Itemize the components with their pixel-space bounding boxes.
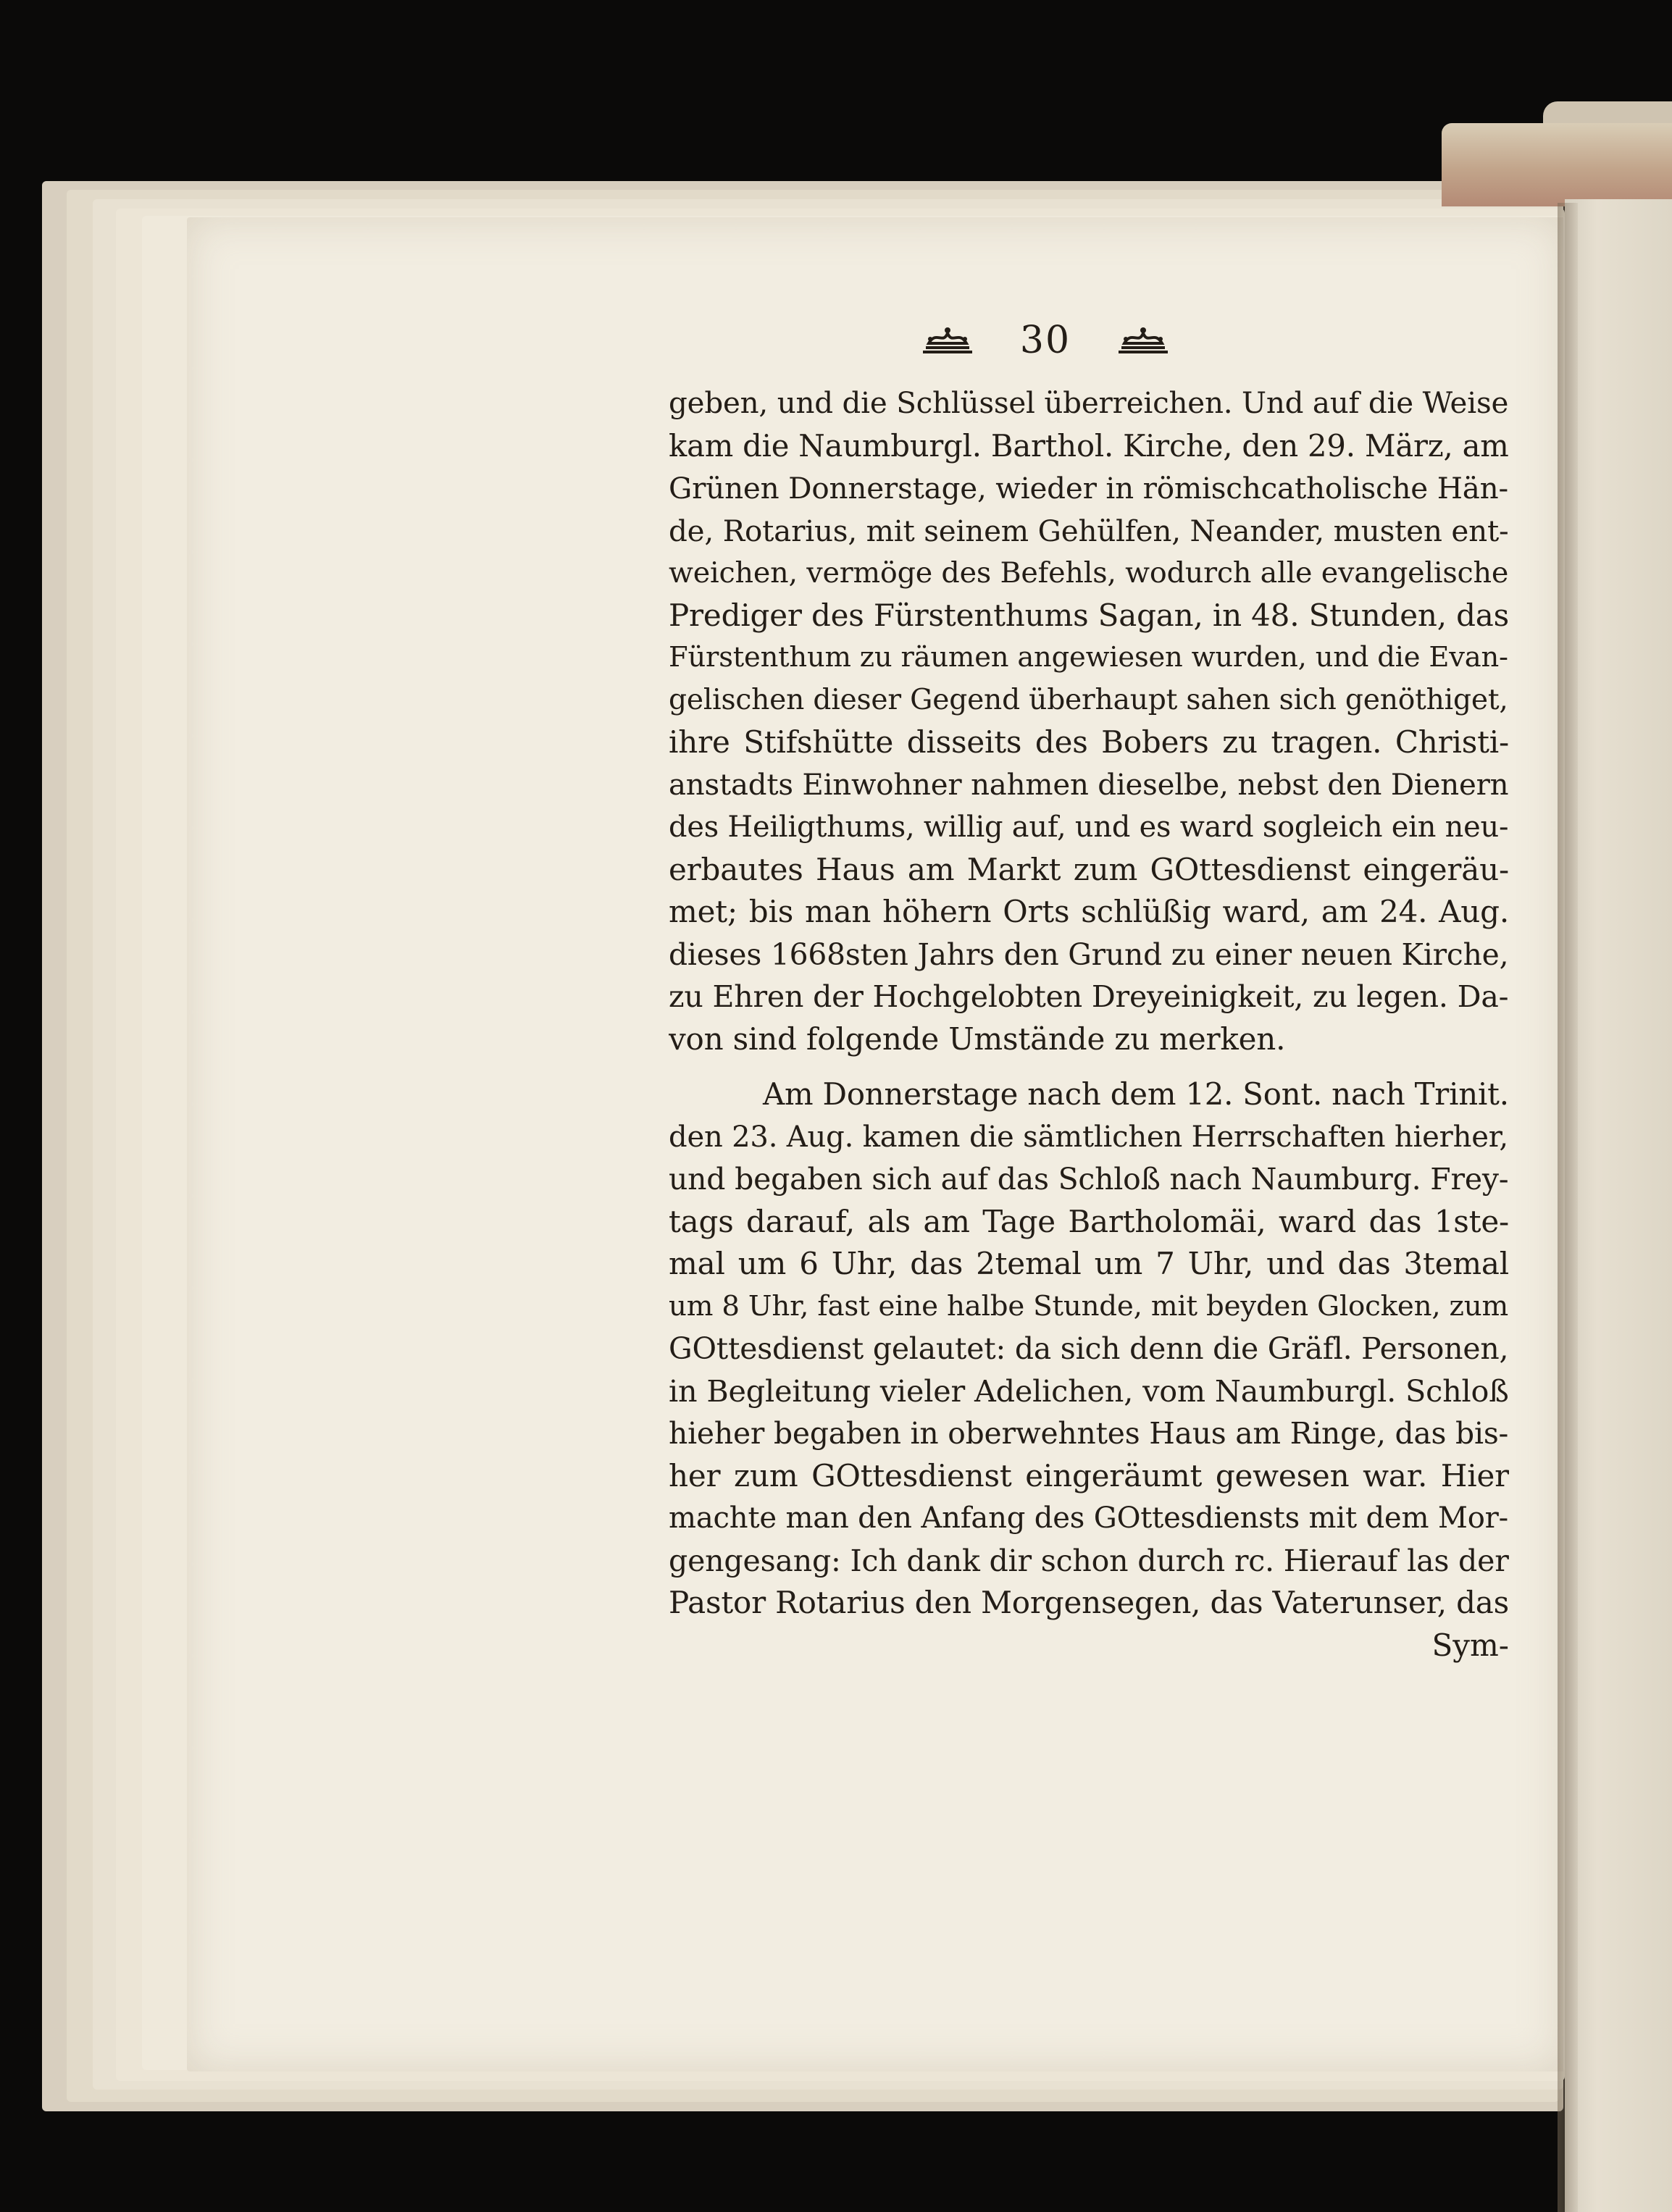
top-page-edges [1442,123,1672,206]
crown-ornament-icon [919,323,977,358]
catchword: Sym- [1431,1627,1509,1663]
text-line: anstadts Einwohner nahmen dieselbe, nebst den Dienern [669,768,1509,802]
text-line: zu Ehren der Hochgelobten Dreyeinigkeit, zu legen. Da- [669,979,1509,1014]
text-line: de, Rotarius, mit seinem Gehülfen, Neander, musten ent- [669,513,1509,548]
text-line: des Heiligthums, willig auf, und es ward sogleich ein neu- [669,810,1509,844]
text-line: Grünen Donnerstage, wieder in römischcatholische Hän- [669,471,1508,506]
facing-page [1565,199,1672,2212]
text-line: Prediger des Fürstenthums Sagan, in 48. Stunden, das [669,597,1509,633]
text-line: her zum GOttesdienst eingeräumt gewesen war. Hier [669,1457,1509,1493]
text-line: in Begleitung vieler Adelichen, vom Naumburgl. Schloß [669,1373,1509,1409]
text-line: erbautes Haus am Markt zum GOttesdienst eingeräu- [669,851,1509,887]
text-line: met; bis man höhern Orts schlüßig ward, am 24. Aug. [669,894,1509,929]
text-line: tags darauf, als am Tage Bartholomäi, ward das 1ste- [669,1203,1509,1239]
paragraph [669,382,1509,1060]
text-line: den 23. Aug. kamen die sämtlichen Herrschaften hierher, [669,1120,1508,1154]
text-line: und begaben sich auf das Schloß nach Naumburg. Frey- [669,1162,1509,1197]
text-line: kam die Naumburgl. Barthol. Kirche, den 29. März, am [669,427,1509,464]
text-line: machte man den Anfang des GOttesdiensts mit dem Mor- [669,1501,1508,1535]
text-line: weichen, vermöge des Befehls, wodurch alle evangelische [669,556,1509,590]
text-line: Am Donnerstage nach dem 12. Sont. nach Trinit. [763,1076,1509,1112]
text-line: Fürstenthum zu räumen angewiesen wurden, und die Evan- [669,641,1508,674]
text-line: ihre Stifshütte disseits des Bobers zu tragen. Christi- [669,724,1509,760]
text-line: mal um 6 Uhr, das 2temal um 7 Uhr, und das 3temal [669,1246,1509,1281]
crown-ornament-icon [1114,323,1172,358]
text-line: geben, und die Schlüssel überreichen. Und auf die Weise [669,386,1509,420]
page-gutter-shadow [1558,203,1578,2212]
text-line: gengesang: Ich dank dir schon durch rc. Hierauf las der [669,1543,1509,1578]
page-text [669,311,1509,1667]
text-line: von sind folgende Umstände zu merken. [669,1021,1286,1057]
text-line: hieher begaben in oberwehntes Haus am Ringe, das bis- [669,1416,1509,1451]
text-line: GOttesdienst gelautet: da sich denn die Gräfl. Personen, [669,1331,1509,1366]
paragraph [669,1073,1509,1625]
text-line: Pastor Rotarius den Morgensegen, das Vaterunser, das [669,1585,1509,1620]
page-number: 30 [1019,319,1071,362]
text-line: um 8 Uhr, fast eine halbe Stunde, mit beyden Glocken, zum [669,1289,1508,1323]
text-line: gelischen dieser Gegend überhaupt sahen sich genöthiget, [669,683,1508,716]
text-line: dieses 1668sten Jahrs den Grund zu einer neuen Kirche, [669,937,1509,972]
running-header [669,311,1509,369]
